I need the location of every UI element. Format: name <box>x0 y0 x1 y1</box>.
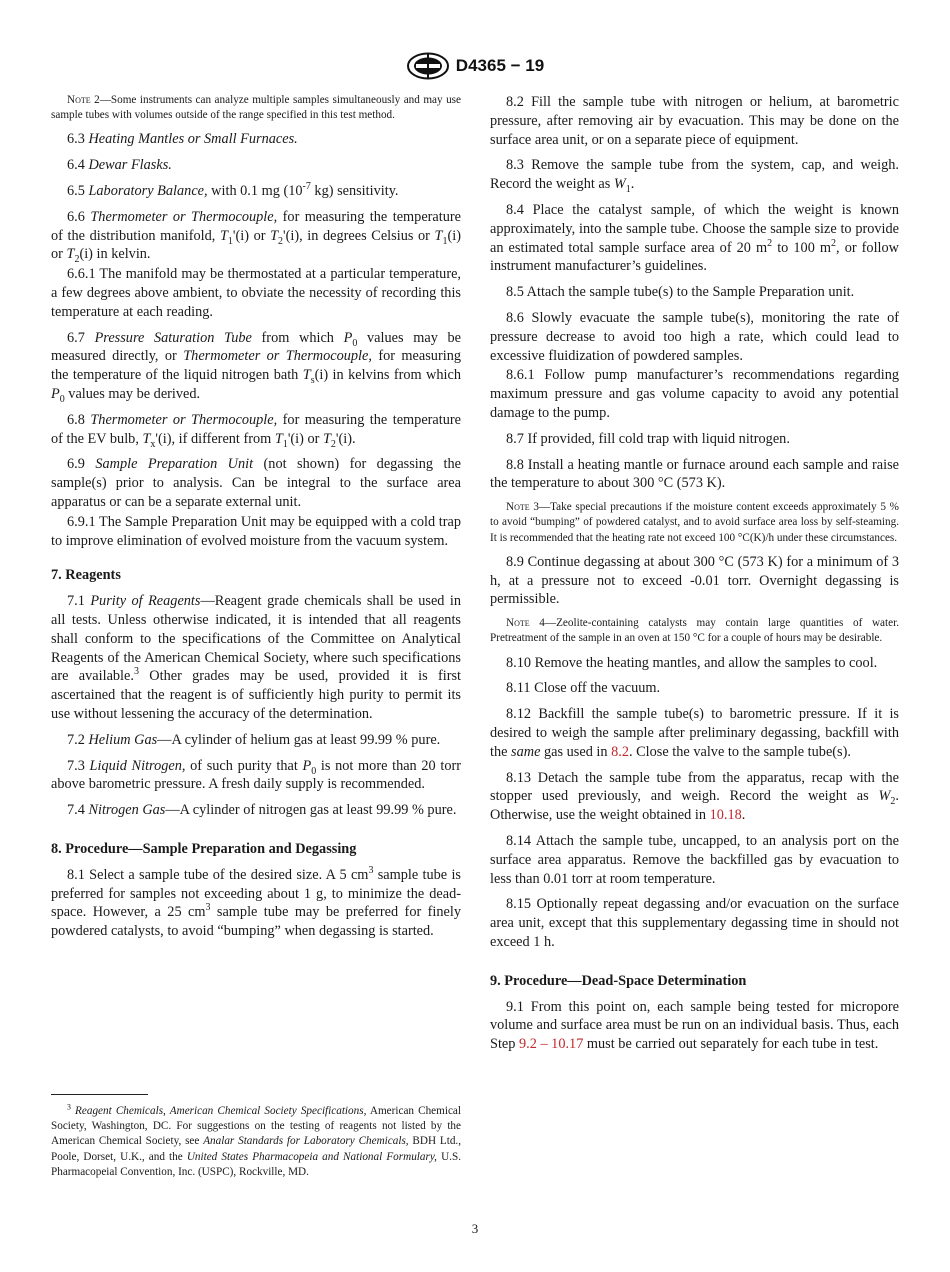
para-8-13: 8.13 Detach the sample tube from the apparatus, recap with the stopper used previously, and weigh. Record the weight as $W_2$. Otherwise, use the weight obtained in 10.18. <box>490 769 899 824</box>
ref-9-2-10-17-link[interactable]: 9.2 – 10.17 <box>519 1036 584 1053</box>
para-6-9-1: 6.9.1 The Sample Preparation Unit may be equipped with a cold trap to improve elimination of evolved moisture from the vacuum system. <box>51 513 461 549</box>
para-6-4: 6.4 Dewar Flasks. <box>67 157 172 174</box>
section-7-heading: 7. Reagents <box>51 567 121 584</box>
para-8-3: 8.3 Remove the sample tube from the system, cap, and weigh. Record the weight as $W_1$. <box>490 157 899 196</box>
note-3: Note 3—Take special precautions if the moisture content exceeds approximately 5 % to avoid “bumping” of powdered catalyst, and to avoid surface area loss by self-steaming. It is recommended that the heating rate not exceed 100 °C(K)/h under these circumstances. <box>490 501 899 544</box>
para-8-7: 8.7 If provided, fill cold trap with liquid nitrogen. <box>506 430 790 447</box>
document-id: D4365 − 19 <box>455 56 545 75</box>
para-6-9: 6.9 Sample Preparation Unit (not shown) for degassing the sample(s) prior to analysis. Can be integral to the surface area apparatus or can be a separate external unit. <box>51 456 461 510</box>
para-7-1: 7.1 Purity of Reagents—Reagent grade chemicals shall be used in all tests. Unless otherwise indicated, it is intended that all reagents shall conform to the specifications of the Committee on Analytical Reagents of the American Chemical Society, where such specifications are available.$^3$ Other grades may be used, provided it is first ascertained that the reagent is of sufficiently high purity to permit its use without lessening the accuracy of the determination. <box>51 593 461 722</box>
para-8-5: 8.5 Attach the sample tube(s) to the Sample Preparation unit. <box>506 284 855 301</box>
para-7-2: 7.2 Helium Gas—A cylinder of helium gas at least 99.99 % pure. <box>67 731 441 748</box>
para-8-12: 8.12 Backfill the sample tube(s) to barometric pressure. If it is desired to weigh the sample after preliminary degassing, backfill with the same gas used in 8.2. Close the valve to the sample tube(s). <box>490 706 899 760</box>
para-8-6: 8.6 Slowly evacuate the sample tube(s), monitoring the rate of pressure decrease to avoid too high a rate, which could lead to excessive fluidization of powdered samples. <box>490 309 899 364</box>
para-8-15: 8.15 Optionally repeat degassing and/or evacuation on the surface area unit, except that this supplementary degassing time in should not exceed 1 h. <box>490 896 899 950</box>
para-7-4: 7.4 Nitrogen Gas—A cylinder of nitrogen gas at least 99.99 % pure. <box>67 802 457 819</box>
para-9-1: 9.1 From this point on, each sample being tested for micropore volume and surface area must be run on an individual basis. Thus, each Step 9.2 – 10.17 must be carried out separately for each tube in test. <box>490 998 899 1053</box>
para-8-14: 8.14 Attach the sample tube, uncapped, to an analysis port on the surface area apparatus. Remove the backfilled gas by evacuation to less than 0.01 torr at room temperature. <box>490 832 899 887</box>
left-column <box>51 93 461 948</box>
page-header <box>0 52 950 80</box>
para-8-2: 8.2 Fill the sample tube with nitrogen or helium, at barometric pressure, after removing air by evacuation. This may be done on the surface area unit, or on a separate piece of equipment. <box>490 94 899 148</box>
section-8-heading: 8. Procedure—Sample Preparation and Degassing <box>51 840 357 857</box>
para-6-5: 6.5 Laboratory Balance, with 0.1 mg ($10^{-7}$ kg) sensitivity. <box>67 181 399 199</box>
ref-8-2-link[interactable]: 8.2 <box>611 743 629 760</box>
right-column <box>490 93 899 1061</box>
para-8-6-1: 8.6.1 Follow pump manufacturer’s recommendations regarding maximum pressure and gas volume capacity to avoid any potential damage to the pump. <box>490 367 899 421</box>
ref-10-18-link[interactable]: 10.18 <box>709 807 742 824</box>
para-8-11: 8.11 Close off the vacuum. <box>506 680 661 697</box>
footnote-rule <box>51 1094 148 1095</box>
para-6-8: 6.8 Thermometer or Thermocouple, for measuring the temperature of the EV bulb, $T_x'(i)$, if different from $T_1'(i)$ or $T_2'(i)$. <box>51 411 462 450</box>
section-9-heading: 9. Procedure—Dead-Space Determination <box>490 972 747 989</box>
para-6-6: 6.6 Thermometer or Thermocouple, for measuring the temperature of the distribution manifold, $T_1'(i)$ or $T_2'(i)$, in degrees Celsius or $T_1(i)$ or $T_2(i)$ in kelvin. <box>51 208 462 266</box>
para-6-3: 6.3 Heating Mantles or Small Furnaces. <box>67 131 298 148</box>
para-8-8: 8.8 Install a heating mantle or furnace around each sample and raise the temperature to about 300 °C (573 K). <box>490 456 899 492</box>
note-4: Note 4—Zeolite-containing catalysts may contain large quantities of water. Pretreatment of the sample in an oven at 150 °C for a couple of hours may be desirable. <box>490 617 899 645</box>
para-6-7: 6.7 Pressure Saturation Tube from which $P_0$ values may be measured directly, or Thermometer or Thermocouple, for measuring the temperature of the liquid nitrogen bath $T_s(i)$ in kelvins from which $P_0$ values may be derived. <box>51 329 462 405</box>
page-number: 3 <box>471 1221 479 1236</box>
para-7-3: 7.3 Liquid Nitrogen, of such purity that $P_0$ is not more than 20 torr above barometric pressure. A fresh daily supply is recommended. <box>51 757 461 793</box>
footnote-3: $^3$ Reagent Chemicals, American Chemical Society Specifications, American Chemical Society, Washington, DC. For suggestions on the testing of reagents not listed by the American Chemical Society, see Analar Standards for Laboratory Chemicals, BDH Ltd., Poole, Dorset, U.K., and the United States Pharmacopeia and National Formulary, U.S. Pharmacopeial Convention, Inc. (USPC), Rockville, MD. <box>51 1102 462 1178</box>
para-8-9: 8.9 Continue degassing at about 300 °C (573 K) for a minimum of 3 h, at a pressure not to exceed -0.01 torr. Overnight degassing is permissible. <box>490 553 899 608</box>
para-8-10: 8.10 Remove the heating mantles, and allow the samples to cool. <box>506 654 878 671</box>
note-2: Note 2—Some instruments can analyze multiple samples simultaneously and may use sample tubes with volumes outside of the range specified in this test method. <box>51 94 461 122</box>
para-8-4: 8.4 Place the catalyst sample, of which the weight is known approximately, into the sample tube. Choose the sample size to provide an estimated total sample surface area of 20 $m^2$ to 100 $m^2$, or follow instrument manufacturer’s guidelines. <box>490 201 899 275</box>
para-6-6-1: 6.6.1 The manifold may be thermostated at a particular temperature, a few degrees above ambient, to obviate the necessity of recording this temperature at each reading. <box>51 266 461 320</box>
para-8-1: 8.1 Select a sample tube of the desired size. A 5 $cm^3$ sample tube is preferred for samples not exceeding about 1 g, to minimize the dead-space. However, a 25 $cm^3$ sample tube may be preferred for finely powdered catalysts, to avoid “bumping” when degassing is started. <box>51 864 461 940</box>
astm-logo-icon <box>406 52 450 80</box>
